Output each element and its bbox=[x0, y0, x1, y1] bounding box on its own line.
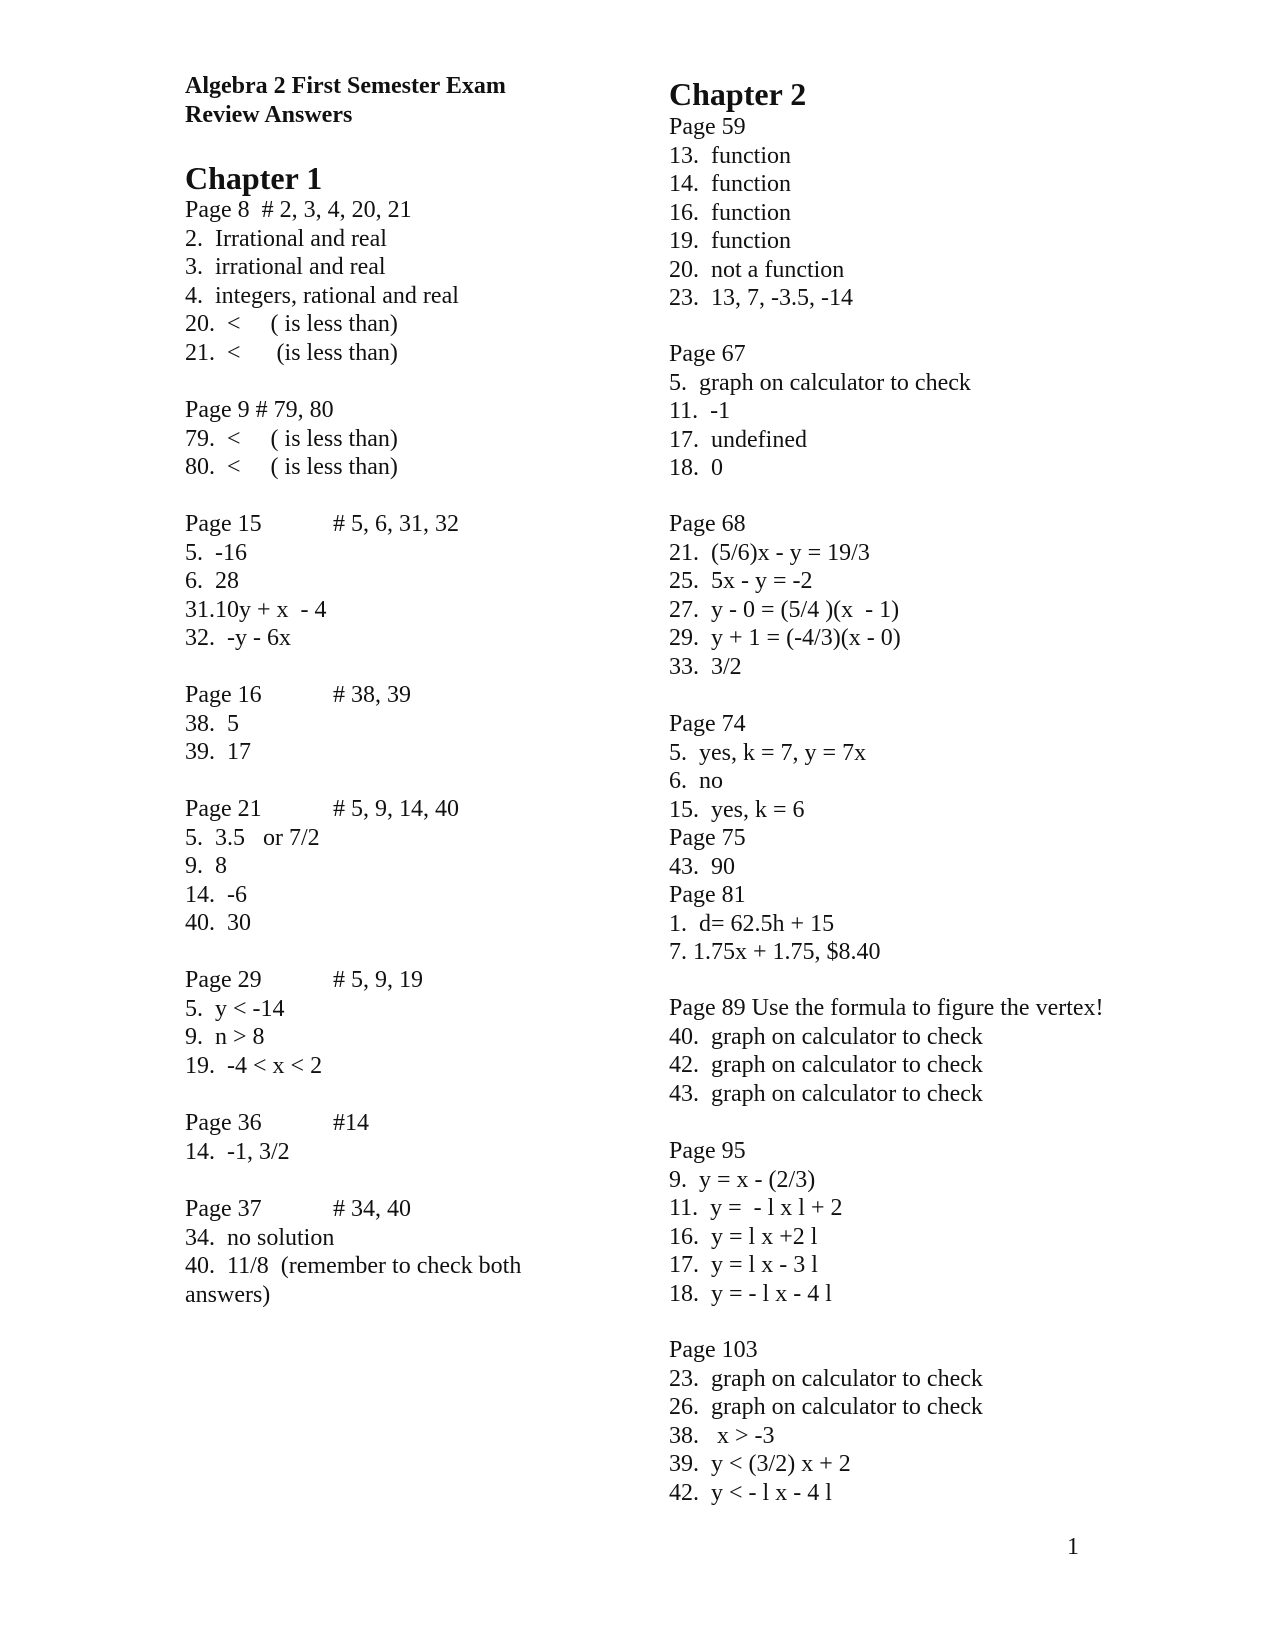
section-header: Page 67 bbox=[669, 341, 746, 367]
answer-line: 79. < ( is less than) bbox=[185, 425, 398, 452]
section-problems: # 5, 9, 19 bbox=[333, 967, 423, 993]
answer-line: 34. no solution bbox=[185, 1224, 335, 1251]
answer-line: 4. integers, rational and real bbox=[185, 282, 459, 309]
chapter-2-heading: Chapter 2 bbox=[669, 76, 807, 112]
answer-line: 43. 90 bbox=[669, 853, 735, 880]
answer-line: 26. graph on calculator to check bbox=[669, 1394, 983, 1420]
answer-line: 5. graph on calculator to check bbox=[669, 369, 971, 396]
chapter-2-block-page-103 bbox=[669, 1336, 983, 1507]
answer-line: 16. y = l x +2 l bbox=[669, 1223, 818, 1250]
answer-line: 25. 5x - y = -2 bbox=[669, 568, 813, 594]
section-header bbox=[185, 966, 423, 995]
answer-line: 31.10y + x - 4 bbox=[185, 596, 327, 623]
answer-line: 15. yes, k = 6 bbox=[669, 796, 805, 823]
chapter-1-section-page-21 bbox=[185, 795, 459, 938]
answer-line: 29. y + 1 = (-4/3)(x - 0) bbox=[669, 625, 901, 651]
section-page-label: Page 36 bbox=[185, 1110, 262, 1136]
answer-line: 38. x > -3 bbox=[669, 1422, 775, 1449]
document-title-line-1: Algebra 2 First Semester Exam bbox=[185, 73, 506, 99]
section-header bbox=[185, 681, 411, 710]
answer-line: 42. y < - l x - 4 l bbox=[669, 1479, 832, 1506]
section-page-label: Page 16 bbox=[185, 682, 262, 708]
section-problems: # 38, 39 bbox=[333, 682, 411, 708]
answer-line: 42. graph on calculator to check bbox=[669, 1052, 983, 1078]
chapter-2-block-page-59 bbox=[669, 113, 853, 313]
chapter-1-section-page-36 bbox=[185, 1109, 369, 1166]
answer-line: 17. y = l x - 3 l bbox=[669, 1252, 818, 1278]
section-problems: # 5, 9, 14, 40 bbox=[333, 796, 459, 822]
section-page-label: Page 15 bbox=[185, 511, 262, 537]
answer-line: 33. 3/2 bbox=[669, 653, 742, 680]
answer-line: 40. 30 bbox=[185, 910, 251, 936]
answer-line: 2. Irrational and real bbox=[185, 225, 387, 252]
section-page-label: Page 9 bbox=[185, 397, 250, 423]
section-header: Page 95 bbox=[669, 1138, 746, 1164]
chapter-1-section-page-16 bbox=[185, 681, 411, 767]
answer-line: 9. y = x - (2/3) bbox=[669, 1166, 816, 1193]
section-header: Page 89 Use the formula to figure the vertex! bbox=[669, 995, 1104, 1021]
section-problems: # 79, 80 bbox=[249, 397, 334, 423]
answer-line: 23. 13, 7, -3.5, -14 bbox=[669, 285, 853, 311]
answer-line: 5. -16 bbox=[185, 539, 247, 566]
answer-line: 19. -4 < x < 2 bbox=[185, 1052, 323, 1079]
answer-line: 43. graph on calculator to check bbox=[669, 1080, 983, 1107]
answer-line: 9. 8 bbox=[185, 853, 227, 879]
answer-line: 14. function bbox=[669, 171, 791, 197]
section-page-label: Page 37 bbox=[185, 1196, 262, 1222]
chapter-1-section-page-9 bbox=[185, 396, 398, 482]
section-header bbox=[185, 510, 459, 539]
section-problems: # 5, 6, 31, 32 bbox=[333, 511, 459, 537]
answer-line: 23. graph on calculator to check bbox=[669, 1365, 983, 1392]
chapter-2-block-page-95 bbox=[669, 1137, 843, 1308]
answer-line: 14. -6 bbox=[185, 881, 247, 908]
chapter-2-block-page-67 bbox=[669, 340, 971, 483]
answer-line: 40. graph on calculator to check bbox=[669, 1023, 983, 1050]
section-page-label: Page 29 bbox=[185, 967, 262, 993]
answer-line: 7. 1.75x + 1.75, $8.40 bbox=[669, 939, 881, 965]
document-title-line-2: Review Answers bbox=[185, 102, 353, 128]
document-title bbox=[185, 72, 506, 130]
section-header bbox=[185, 795, 459, 824]
section-page-label: Page 8 bbox=[185, 197, 250, 223]
answer-line: 17. undefined bbox=[669, 426, 807, 453]
section-header: Page 103 bbox=[669, 1337, 758, 1363]
page-number: 1 bbox=[1067, 1534, 1079, 1560]
section-header bbox=[185, 1195, 521, 1224]
answer-line: 11. -1 bbox=[669, 398, 731, 424]
answer-line: 38. 5 bbox=[185, 710, 239, 737]
answer-line: 11. y = - l x l + 2 bbox=[669, 1195, 843, 1221]
answer-line: 32. -y - 6x bbox=[185, 625, 291, 651]
answer-line: 13. function bbox=[669, 142, 791, 169]
answer-line: 5. yes, k = 7, y = 7x bbox=[669, 739, 867, 766]
answer-line: 21. (5/6)x - y = 19/3 bbox=[669, 539, 870, 566]
answer-line: 6. 28 bbox=[185, 568, 239, 594]
chapter-1-section-page-15 bbox=[185, 510, 459, 653]
section-header bbox=[185, 1109, 369, 1138]
answer-line: 20. not a function bbox=[669, 256, 845, 283]
section-header bbox=[185, 396, 398, 425]
section-header: Page 75 bbox=[669, 825, 746, 851]
section-problems: # 34, 40 bbox=[333, 1196, 411, 1222]
answer-line: 39. 17 bbox=[185, 739, 251, 765]
answer-line: 80. < ( is less than) bbox=[185, 454, 398, 480]
chapter-1-section-page-29 bbox=[185, 966, 423, 1080]
answer-line: 18. y = - l x - 4 l bbox=[669, 1280, 832, 1307]
answer-line: 40. 11/8 (remember to check both bbox=[185, 1253, 522, 1279]
answer-line: 5. y < -14 bbox=[185, 995, 285, 1022]
answer-line: 1. d= 62.5h + 15 bbox=[669, 910, 835, 937]
chapter-2-block-page-68 bbox=[669, 510, 901, 681]
answer-line: 20. < ( is less than) bbox=[185, 311, 398, 337]
section-header: Page 74 bbox=[669, 711, 746, 737]
answer-line: 27. y - 0 = (5/4 )(x - 1) bbox=[669, 596, 900, 623]
chapter-1-section-page-37 bbox=[185, 1195, 521, 1309]
answer-line: 5. 3.5 or 7/2 bbox=[185, 824, 320, 851]
answer-line: 9. n > 8 bbox=[185, 1024, 265, 1050]
answer-line: 6. no bbox=[669, 768, 723, 794]
answer-line: 16. function bbox=[669, 199, 791, 226]
answer-line: 3. irrational and real bbox=[185, 254, 386, 280]
section-page-label: Page 21 bbox=[185, 796, 262, 822]
answer-line: 18. 0 bbox=[669, 455, 723, 481]
chapter-2-block-page-89 bbox=[669, 994, 1104, 1108]
section-header bbox=[185, 196, 459, 225]
section-header: Page 81 bbox=[669, 882, 746, 908]
answer-line: 14. -1, 3/2 bbox=[185, 1138, 290, 1165]
section-header: Page 59 bbox=[669, 114, 746, 140]
answer-line: 19. function bbox=[669, 228, 791, 254]
chapter-1-section-page-8 bbox=[185, 196, 459, 367]
section-problems: #14 bbox=[333, 1110, 369, 1136]
answer-line: 39. y < (3/2) x + 2 bbox=[669, 1451, 851, 1477]
chapter-1-heading: Chapter 1 bbox=[185, 160, 323, 196]
section-header: Page 68 bbox=[669, 511, 746, 537]
answer-line: 21. < (is less than) bbox=[185, 339, 398, 366]
chapter-2-block-page-74 bbox=[669, 710, 881, 967]
section-problems: # 2, 3, 4, 20, 21 bbox=[249, 197, 412, 223]
answer-line: answers) bbox=[185, 1281, 271, 1308]
